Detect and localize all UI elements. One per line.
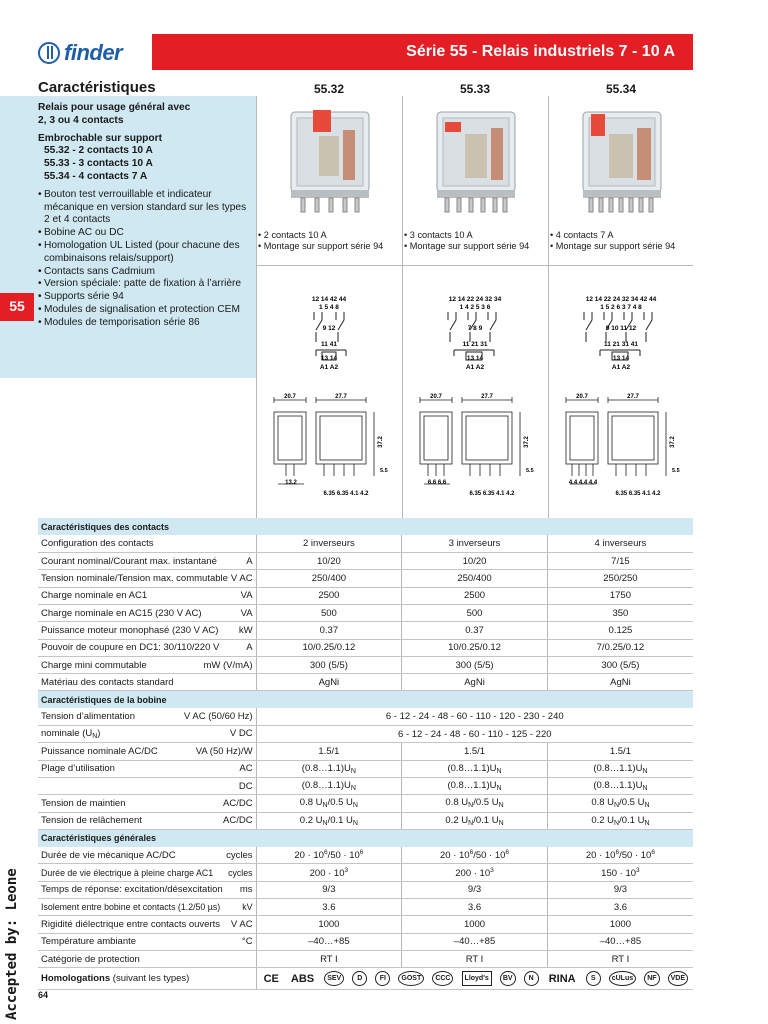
contact-spec-value: 250/400	[256, 570, 402, 587]
dimension-drawing-55-33	[402, 392, 548, 502]
section-row	[38, 829, 693, 846]
hold-voltage-unit: AC/DC	[223, 797, 253, 809]
contact-spec-value: 2500	[256, 587, 402, 604]
general-spec-value: 9/3	[547, 881, 693, 898]
section-row	[38, 518, 693, 535]
variant-item: 55.34 - 4 contacts 7 A	[44, 170, 148, 182]
coil-voltage-dc-value: 6 - 12 - 24 - 48 - 60 - 110 - 125 - 220	[256, 726, 693, 743]
hold-voltage-label: Tension de maintien	[41, 797, 126, 809]
general-spec-value: RT I	[256, 950, 402, 967]
table-row	[38, 622, 693, 639]
table-row	[38, 570, 693, 587]
dim-width-1: 20.7	[430, 394, 442, 400]
section-title-general: Caractéristiques générales	[38, 829, 693, 846]
coil-range-dc-unit: DC	[238, 780, 253, 792]
contact-spec-value: 500	[402, 604, 548, 621]
acceptance-stamp: Accepted by: Leone	[4, 868, 20, 1020]
release-voltage-value: 0.2 $U_N/0.1$ $U_N$	[402, 812, 548, 829]
contact-spec-value: AgNi	[547, 674, 693, 691]
finder-logo-icon	[38, 42, 60, 64]
contact-spec-value: 250/400	[402, 570, 548, 587]
feature-list	[38, 189, 248, 330]
schem-coil-labels: A1 A2	[611, 364, 631, 371]
general-spec-value: 1000	[256, 916, 402, 933]
approval-mark: Lloyd's	[462, 971, 492, 986]
feature-item: • Modules de temporisation série 86	[38, 317, 248, 330]
coil-power-value: 1.5/1	[547, 743, 693, 760]
relay-photo-55-34	[577, 106, 667, 218]
mech-life-unit: cycles	[226, 849, 253, 861]
contact-spec-label: Charge nominale en AC15 (230 V AC)	[41, 607, 202, 619]
contacts-section	[38, 518, 693, 691]
page-number: 64	[38, 990, 49, 1000]
contact-spec-value: 7/0.25/0.12	[547, 639, 693, 656]
contact-spec-unit: mW (V/mA)	[203, 659, 253, 671]
table-row	[38, 777, 693, 794]
product-bullets-55-34: • 4 contacts 7 A • Montage sur support série 94	[550, 230, 676, 252]
table-row	[38, 950, 693, 967]
product-bullets-55-33: • 3 contacts 10 A • Montage sur support série 94	[404, 230, 530, 252]
approval-mark: D	[352, 971, 367, 986]
coil-power-value: 1.5/1	[256, 743, 402, 760]
bullet-socket: Montage sur support série 94	[555, 241, 676, 252]
approval-mark: RINA	[548, 972, 576, 985]
coil-range-ac-value: $(0.8\dots 1.1)U_N$	[256, 760, 402, 777]
contact-spec-value: 1750	[547, 587, 693, 604]
schem-mid: 9 12	[322, 325, 336, 332]
schem-top-pins: 12 14 42 44	[311, 296, 347, 303]
coil-power-label: Puissance nominale AC/DC	[41, 746, 158, 757]
general-spec-value: –40…+85	[402, 933, 548, 950]
contact-spec-value: 3 inverseurs	[402, 535, 548, 552]
general-spec-label: Temps de réponse: excitation/désexcitation	[41, 884, 223, 896]
coil-power-unit: VA (50 Hz)/W	[195, 746, 253, 757]
contact-spec-value: 0.37	[256, 622, 402, 639]
coil-range-ac-value: $(0.8\dots 1.1)U_N$	[402, 760, 548, 777]
approval-mark: SEV	[324, 971, 344, 986]
contact-spec-value: 10/0.25/0.12	[402, 639, 548, 656]
schem-coil-labels: A1 A2	[319, 364, 339, 371]
contact-spec-value: 300 (5/5)	[547, 656, 693, 673]
approvals-label: Homologations	[41, 973, 111, 985]
contact-spec-unit: VA	[240, 607, 253, 619]
schem-top-pins: 12 14 22 24 32 34	[448, 296, 502, 303]
table-row	[38, 916, 693, 933]
dim-width-2: 27.7	[335, 394, 347, 400]
hold-voltage-value: 0.8 $U_N/0.5$ $U_N$	[402, 795, 548, 812]
contact-spec-label: Pouvoir de coupure en DC1: 30/110/220 V	[41, 642, 220, 654]
general-spec-label: Isolement entre bobine et contacts (1.2/50 µs)	[41, 902, 221, 913]
general-spec-value: 9/3	[402, 881, 548, 898]
relay-photo-55-32	[285, 106, 375, 218]
bullet-contacts: 4 contacts 7 A	[555, 230, 614, 240]
elec-life-value: $200 \cdot 10^3$	[402, 864, 548, 881]
general-spec-value: 1000	[402, 916, 548, 933]
feature-item: • Contacts sans Cadmium	[38, 266, 248, 279]
summary-heading-2: 2, 3 ou 4 contacts	[38, 114, 124, 126]
model-header-3: 55.34	[605, 82, 637, 96]
schem-coil: 13 14	[320, 355, 338, 362]
coil-range-dc-value: $(0.8\dots 1.1)U_N$	[256, 777, 402, 794]
mech-life-value: $20 \cdot 10^6/50 \cdot 10^6$	[256, 847, 402, 864]
contact-spec-label: Tension nominale/Tension max. commutable	[41, 573, 228, 585]
dim-pin-length: 5.5	[380, 468, 388, 474]
summary-heading: Relais pour usage général avec	[38, 102, 191, 113]
table-row	[38, 933, 693, 950]
contact-spec-unit: A	[246, 555, 253, 567]
bullet-contacts: 3 contacts 10 A	[409, 230, 473, 240]
variant-item: 55.33 - 3 contacts 10 A	[44, 158, 153, 170]
contact-spec-label: Matériau des contacts standard	[41, 676, 174, 688]
contact-spec-label: Charge nominale en AC1	[41, 590, 148, 602]
contact-spec-value: 2 inverseurs	[256, 535, 402, 552]
elec-life-label: Durée de vie électrique à pleine charge AC1	[41, 867, 214, 878]
coil-range-label: Plage d’utilisation	[41, 763, 115, 775]
series-title: Série 55 - Relais industriels 7 - 10 A	[152, 34, 693, 70]
coil-range-dc-value: $(0.8\dots 1.1)U_N$	[402, 777, 548, 794]
dim-width-2: 27.7	[481, 394, 493, 400]
feature-item: • Bouton test verrouillable et indicateur mécanique en version standard sur les types 2 et 4 contacts	[38, 189, 248, 227]
brand-name: finder	[64, 40, 123, 65]
schem-mid: 7 8 9	[467, 325, 483, 332]
dim-base: 4.4 4.4 4.4	[568, 480, 598, 486]
model-header-2: 55.33	[459, 82, 491, 96]
approval-mark: FI	[375, 971, 390, 986]
general-spec-value: 3.6	[402, 899, 548, 916]
chapter-tab: 55	[0, 293, 34, 321]
wiring-diagram-55-34	[548, 292, 694, 374]
release-voltage-unit: AC/DC	[223, 815, 253, 827]
approval-marks	[260, 971, 690, 986]
contact-spec-value: 10/20	[256, 553, 402, 570]
contact-spec-value: 10/20	[402, 553, 548, 570]
feature-item: • Bobine AC ou DC	[38, 227, 248, 240]
dim-pin-length: 5.5	[672, 468, 680, 474]
approval-mark: BV	[500, 971, 516, 986]
schem-pin-numbers: 1 5 2 6 3 7 4 8	[600, 304, 642, 311]
contact-spec-label: Charge mini commutable	[41, 659, 147, 671]
approval-mark: CE	[263, 972, 279, 985]
dim-pin-length: 5.5	[526, 468, 534, 474]
schem-mid: 9 10 11 12	[605, 325, 637, 332]
contact-spec-value: 10/0.25/0.12	[256, 639, 402, 656]
table-row	[38, 674, 693, 691]
schem-pin-numbers: 1 5 4 8	[319, 304, 339, 311]
dim-height: 37.2	[524, 436, 530, 448]
approvals-row	[38, 968, 693, 990]
table-row	[38, 864, 693, 881]
dim-height: 37.2	[378, 436, 384, 448]
mech-life-value: $20 \cdot 10^6/50 \cdot 10^6$	[547, 847, 693, 864]
coil-nominal-label: nominale $(U_N)$	[41, 728, 101, 741]
contact-spec-value: 0.125	[547, 622, 693, 639]
table-row	[38, 708, 693, 725]
general-spec-value: –40…+85	[547, 933, 693, 950]
contact-spec-unit: A	[246, 642, 253, 654]
feature-item: • Version spéciale: patte de fixation à l’arrière	[38, 278, 248, 291]
coil-range-ac-value: $(0.8\dots 1.1)U_N$	[547, 760, 693, 777]
relay-photo-55-33	[431, 106, 521, 218]
section-title: Caractéristiques	[38, 79, 156, 96]
section-row	[38, 691, 693, 708]
coil-voltage-label: Tension d’alimentation	[41, 711, 136, 723]
release-voltage-value: 0.2 $U_N/0.1$ $U_N$	[547, 812, 693, 829]
approval-mark: VDE	[668, 971, 688, 986]
approval-mark: CCC	[432, 971, 453, 986]
contact-spec-unit: kW	[238, 624, 253, 636]
general-spec-unit: kV	[242, 902, 253, 913]
contact-spec-label: Courant nominal/Courant max. instantané	[41, 555, 217, 567]
table-row	[38, 847, 693, 864]
mech-life-value: $20 \cdot 10^6/50 \cdot 10^6$	[402, 847, 548, 864]
general-spec-value: 3.6	[256, 899, 402, 916]
elec-life-value: $200 \cdot 10^3$	[256, 864, 402, 881]
schem-lower: 11 41	[321, 341, 337, 348]
contact-spec-value: AgNi	[256, 674, 402, 691]
coil-range-dc-value: $(0.8\dots 1.1)U_N$	[547, 777, 693, 794]
dim-pitch: 6.35 6.35 4.1 4.2	[323, 491, 369, 497]
approval-mark: N	[524, 971, 539, 986]
coil-section	[38, 691, 693, 829]
table-row	[38, 604, 693, 621]
hold-voltage-value: 0.8 $U_N/0.5$ $U_N$	[256, 795, 402, 812]
feature-item: • Modules de signalisation et protection CEM	[38, 304, 248, 317]
dimension-drawing-55-32	[256, 392, 402, 502]
bullet-socket: Montage sur support série 94	[409, 241, 530, 252]
product-bullets-55-32: • 2 contacts 10 A • Montage sur support série 94	[258, 230, 384, 252]
product-summary-sidebar	[0, 96, 256, 378]
general-spec-value: 9/3	[256, 881, 402, 898]
general-spec-unit: V AC	[230, 918, 253, 930]
contact-spec-value: 350	[547, 604, 693, 621]
table-row	[38, 553, 693, 570]
table-row	[38, 587, 693, 604]
model-header-1: 55.32	[313, 82, 345, 96]
general-spec-value: 1000	[547, 916, 693, 933]
contact-spec-value: 300 (5/5)	[256, 656, 402, 673]
bullet-socket: Montage sur support série 94	[263, 241, 384, 252]
approvals-note: (suivant les types)	[112, 973, 190, 985]
section-title-coil: Caractéristiques de la bobine	[38, 691, 693, 708]
table-row	[38, 743, 693, 760]
dim-pitch: 6.35 6.35 4.1 4.2	[615, 491, 661, 497]
contact-spec-value: 7/15	[547, 553, 693, 570]
general-section	[38, 829, 693, 967]
release-voltage-label: Tension de relâchement	[41, 815, 142, 827]
dim-pitch: 6.35 6.35 4.1 4.2	[469, 491, 515, 497]
table-row	[38, 881, 693, 898]
table-row	[38, 639, 693, 656]
table-row	[38, 812, 693, 829]
approval-mark: GOST	[398, 971, 424, 986]
brand-logo	[38, 40, 122, 66]
contact-spec-value: 300 (5/5)	[402, 656, 548, 673]
contact-spec-value: 2500	[402, 587, 548, 604]
contact-spec-label: Configuration des contacts	[41, 538, 154, 550]
release-voltage-value: 0.2 $U_N/0.1$ $U_N$	[256, 812, 402, 829]
dim-width-1: 20.7	[284, 394, 296, 400]
specifications-table	[38, 518, 693, 990]
coil-voltage-dc-unit: V DC	[229, 728, 253, 740]
general-spec-label: Catégorie de protection	[41, 953, 140, 965]
contact-spec-value: 250/250	[547, 570, 693, 587]
variant-item: 55.32 - 2 contacts 10 A	[44, 145, 153, 157]
contact-spec-value: 4 inverseurs	[547, 535, 693, 552]
general-spec-label: Température ambiante	[41, 936, 137, 948]
table-row	[38, 899, 693, 916]
bullet-contacts: 2 contacts 10 A	[263, 230, 327, 240]
contact-spec-value: 0.37	[402, 622, 548, 639]
row-divider	[256, 265, 693, 266]
wiring-diagram-55-33	[402, 292, 548, 374]
section-title-contacts: Caractéristiques des contacts	[38, 518, 693, 535]
approval-mark: S	[586, 971, 601, 986]
schem-top-pins: 12 14 22 24 32 34 42 44	[585, 296, 657, 303]
dim-base: 13.2	[285, 480, 297, 486]
contact-spec-value: AgNi	[402, 674, 548, 691]
coil-voltage-ac-value: 6 - 12 - 24 - 48 - 60 - 110 - 120 - 230 - 240	[256, 708, 693, 725]
hold-voltage-value: 0.8 $U_N/0.5$ $U_N$	[547, 795, 693, 812]
contact-spec-label: Puissance moteur monophasé (230 V AC)	[41, 624, 219, 636]
general-spec-value: 3.6	[547, 899, 693, 916]
approvals-section	[38, 968, 693, 990]
dim-base: 6.6 6.6	[427, 480, 447, 486]
table-row	[38, 535, 693, 552]
schem-coil: 13 14	[612, 355, 630, 362]
elec-life-unit: cycles	[228, 867, 253, 878]
feature-item: • Supports série 94	[38, 291, 248, 304]
mech-life-label: Durée de vie mécanique AC/DC	[41, 849, 176, 861]
table-row	[38, 760, 693, 777]
general-spec-value: RT I	[547, 950, 693, 967]
feature-item: • Homologation UL Listed (pour chacune des combinaisons relais/support)	[38, 240, 248, 266]
schem-coil-labels: A1 A2	[465, 364, 485, 371]
plug-in-heading: Embrochable sur support	[38, 132, 162, 144]
contact-spec-unit: VA	[240, 590, 253, 602]
dim-width-2: 27.7	[627, 394, 639, 400]
approval-mark: ABS	[290, 972, 315, 985]
contact-spec-unit: V AC	[230, 573, 253, 585]
approval-mark: cULus	[609, 971, 636, 986]
general-spec-value: –40…+85	[256, 933, 402, 950]
schem-lower: 11 21 31	[462, 341, 488, 348]
contact-spec-value: 500	[256, 604, 402, 621]
table-row	[38, 726, 693, 743]
general-spec-value: RT I	[402, 950, 548, 967]
coil-voltage-ac-unit: V AC (50/60 Hz)	[183, 711, 253, 723]
schem-coil: 13 14	[466, 355, 484, 362]
schem-pin-numbers: 1 4 2 5 3 6	[459, 304, 491, 311]
elec-life-value: $150 \cdot 10^3$	[547, 864, 693, 881]
table-row	[38, 656, 693, 673]
table-row	[38, 795, 693, 812]
schem-lower: 11 21 31 41	[604, 341, 638, 348]
dim-width-1: 20.7	[576, 394, 588, 400]
general-spec-label: Rigidité diélectrique entre contacts ouverts	[41, 918, 221, 930]
approval-mark: NF	[644, 971, 659, 986]
wiring-diagram-55-32	[256, 292, 402, 374]
dimension-drawing-55-34	[548, 392, 694, 502]
general-spec-unit: ms	[239, 884, 253, 896]
dim-height: 37.2	[670, 436, 676, 448]
coil-power-value: 1.5/1	[402, 743, 548, 760]
coil-range-ac-unit: AC	[239, 763, 253, 775]
general-spec-unit: °C	[241, 936, 253, 948]
